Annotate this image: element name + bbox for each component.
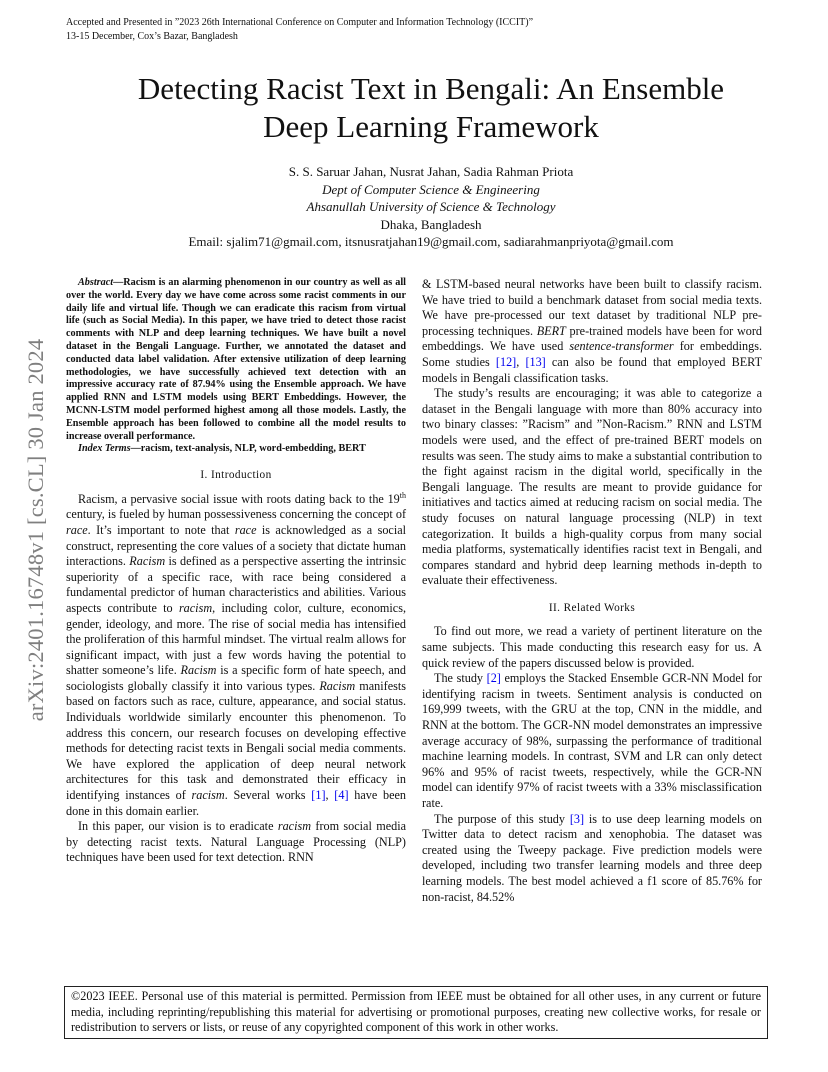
related-paragraph-3: The purpose of this study [3] is to use deep learning models on Twitter data to detect racism and xenophobia. The dataset was created using the Tweepy package. Five prediction models were developed, including two transfer learning models and three deep learning models. The best model achieved a f1 score of 85.76% for non-racist, 84.52% [422,811,762,904]
related-paragraph-2: The study [2] employs the Stacked Ensemble GCR-NN Model for identifying racism in tweets. Sentiment analysis is conducted on 169,999 tweets, with the GRU at the top, CNN in the middle, and RNN at the bottom. The GCR-NN model demonstrates an impressive average accuracy of 98%, surpassing the performance of traditional machine learning models. In contrast, SVM and LR can only detect 96% and 95% of racist tweets, respectively, while the GCR-NN model can identify 97% of racist tweets with a 33% misclassification rate. [422,671,762,810]
title-line-2: Deep Learning Framework [263,109,599,144]
author-department: Dept of Computer Science & Engineering [322,181,540,197]
abstract-text: —Racism is an alarming phenomenon in our country as well as all over the world. Every day we have come across some racist comments in our daily life and virtual life. Though we can eradicate this racism from virtual life (such as Social Media). In this paper, we have tried to detect those racist comments with NLP and deep learning techniques. We have built a novel dataset in the Bengali Language. Further, we annotated the dataset and conducted data label validation. After extensive utilization of deep learning methodologies, we have successfully achieved text detection with an impressive accuracy rate of 87.94% using the Ensemble approach. We have applied RNN and LSTM models using BERT Embeddings. However, the MCNN-LSTM model performed highest among all those models. Lastly, the Ensemble approach has been followed to combine all the model results to increase overall performance. [66,277,406,442]
conference-line-2: 13-15 December, Cox’s Bazar, Bangladesh [66,31,238,42]
intro-paragraph-1: Racism, a pervasive social issue with roots dating back to the 19th century, is fueled by human possessiveness concerning the concept of race. It’s important to note that race is acknowledged as a social construct, representing the core values of a society that dictate human interactions. Racism is defined as a perspective asserting the intrinsic superiority of a specific race, with race being considered a fundamental predictor of human characteristics and abilities. Various aspects contribute to racism, including color, culture, economics, gender, ideology, and more. The rise of social media has intensified the proliferation of this harmful mindset. The virtual realm allows for significant impact, with just a few words having the potential to shatter someone’s life. Racism is a specific form of hate speech, and sociologists globally classify it into various types. Racism manifests based on factors such as race, culture, appearance, and social status. Individuals worldwide similarly encounter this phenomenon. To address this concern, our research focuses on developing effective methods for detecting racist texts in Bengali social media comments. We have explored the application of deep neural network architectures for this task and demonstrated their efficacy in identifying instances of racism. Several works [1], [4] have been done in this domain earlier. [66,490,407,818]
conference-note [66,16,533,44]
copyright-notice: ©2023 IEEE. Personal use of this material is permitted. Permission from IEEE must be obtained for all other uses, in any current or future media, including reprinting/republishing this material for advertising or promotional purposes, creating new collective works, for resale or redistribution to servers or lists, or reuse of any copyrighted component of this work in other works. [64,986,768,1039]
citation-link-12[interactable]: [12] [495,354,517,369]
right-column [422,277,762,905]
author-emails: Email: sjalim71@gmail.com, itsnusratjahan19@gmail.com, sadiarahmanpriyota@gmail.com [188,234,674,249]
intro-paragraph-2-text: from social media by detecting racist texts. Natural Language Processing (NLP) techniques have been used for text detection. RNN [66,819,406,865]
index-terms-label: Index Terms [78,443,131,455]
citation-link-4[interactable]: [4] [334,788,349,803]
index-terms-text: —racism, text-analysis, NLP, word-embedding, BERT [130,443,366,455]
author-location: Dhaka, Bangladesh [380,216,482,232]
paper-title [66,70,796,146]
abstract-label: Abstract [78,277,114,288]
intro-paragraph-2-start: In this paper, our vision is to eradicate racism from social media by detecting racist texts. Natural Language Processing (NLP) techniques have been used for text detection. RNN [66,819,406,865]
related-paragraph-1: To find out more, we read a variety of pertinent literature on the same subjects. This made conducting this research easy for us. A quick review of the papers discussed below is provided. [422,624,762,670]
author-block [66,163,796,251]
intro-paragraph-2-continued: & LSTM-based neural networks have been built to classify racism. We have tried to build a benchmark dataset from social media texts. We have pre-processed our text dataset by traditional NLP pre-processing techniques. BERT pre-trained models have been for word embeddings. We have used sentence-transformer for embeddings. Some studies [12], [13] can also be found that employed BERT models in Bengali classification tasks. [422,277,763,385]
arxiv-identifier: arXiv:2401.16748v1 [cs.CL] 30 Jan 2024 [23,338,48,722]
citation-link-2[interactable]: [2] [486,671,501,686]
index-terms [66,443,406,456]
abstract [66,277,406,443]
citation-link-13[interactable]: [13] [525,354,546,369]
author-names: S. S. Saruar Jahan, Nusrat Jahan, Sadia Rahman Priota [288,164,574,179]
title-line-1: Detecting Racist Text in Bengali: An Ensemble [137,71,725,106]
citation-link-1[interactable]: [1] [311,788,326,803]
citation-link-3[interactable]: [3] [569,811,585,826]
section-heading-related-works: II. Related Works [548,601,636,614]
left-column [66,277,406,866]
author-university: Ahsanullah University of Science & Technology [306,199,556,214]
superscript-th: th [399,490,406,500]
section-heading-introduction: I. Introduction [200,469,272,482]
intro-paragraph-3: The study’s results are encouraging; it was able to categorize a dataset in the Bengali language with more than 80% accuracy into two binary classes: ”Racism” and ”Non-Racism.” RNN and LSTM models were used, and the effect of pre-trained BERT models on results was seen. The study aims to make a substantial contribution to the fight against racism in the digital world, specifically in the Bengali language. The results are meant to provide guidance for initiatives and tactics aimed at reducing racism on social media. The study focuses on natural language processing (NLP) in text categorization. It builds a high-quality corpus from many social media platforms, systematically identifies racist text in Bengali, and compares standard and hybrid deep learning methods in-depth to evaluate their effectiveness. [422,386,762,588]
conference-line-1: Accepted and Presented in ”2023 26th International Conference on Computer and Information Technology (ICCIT)” [66,17,534,28]
